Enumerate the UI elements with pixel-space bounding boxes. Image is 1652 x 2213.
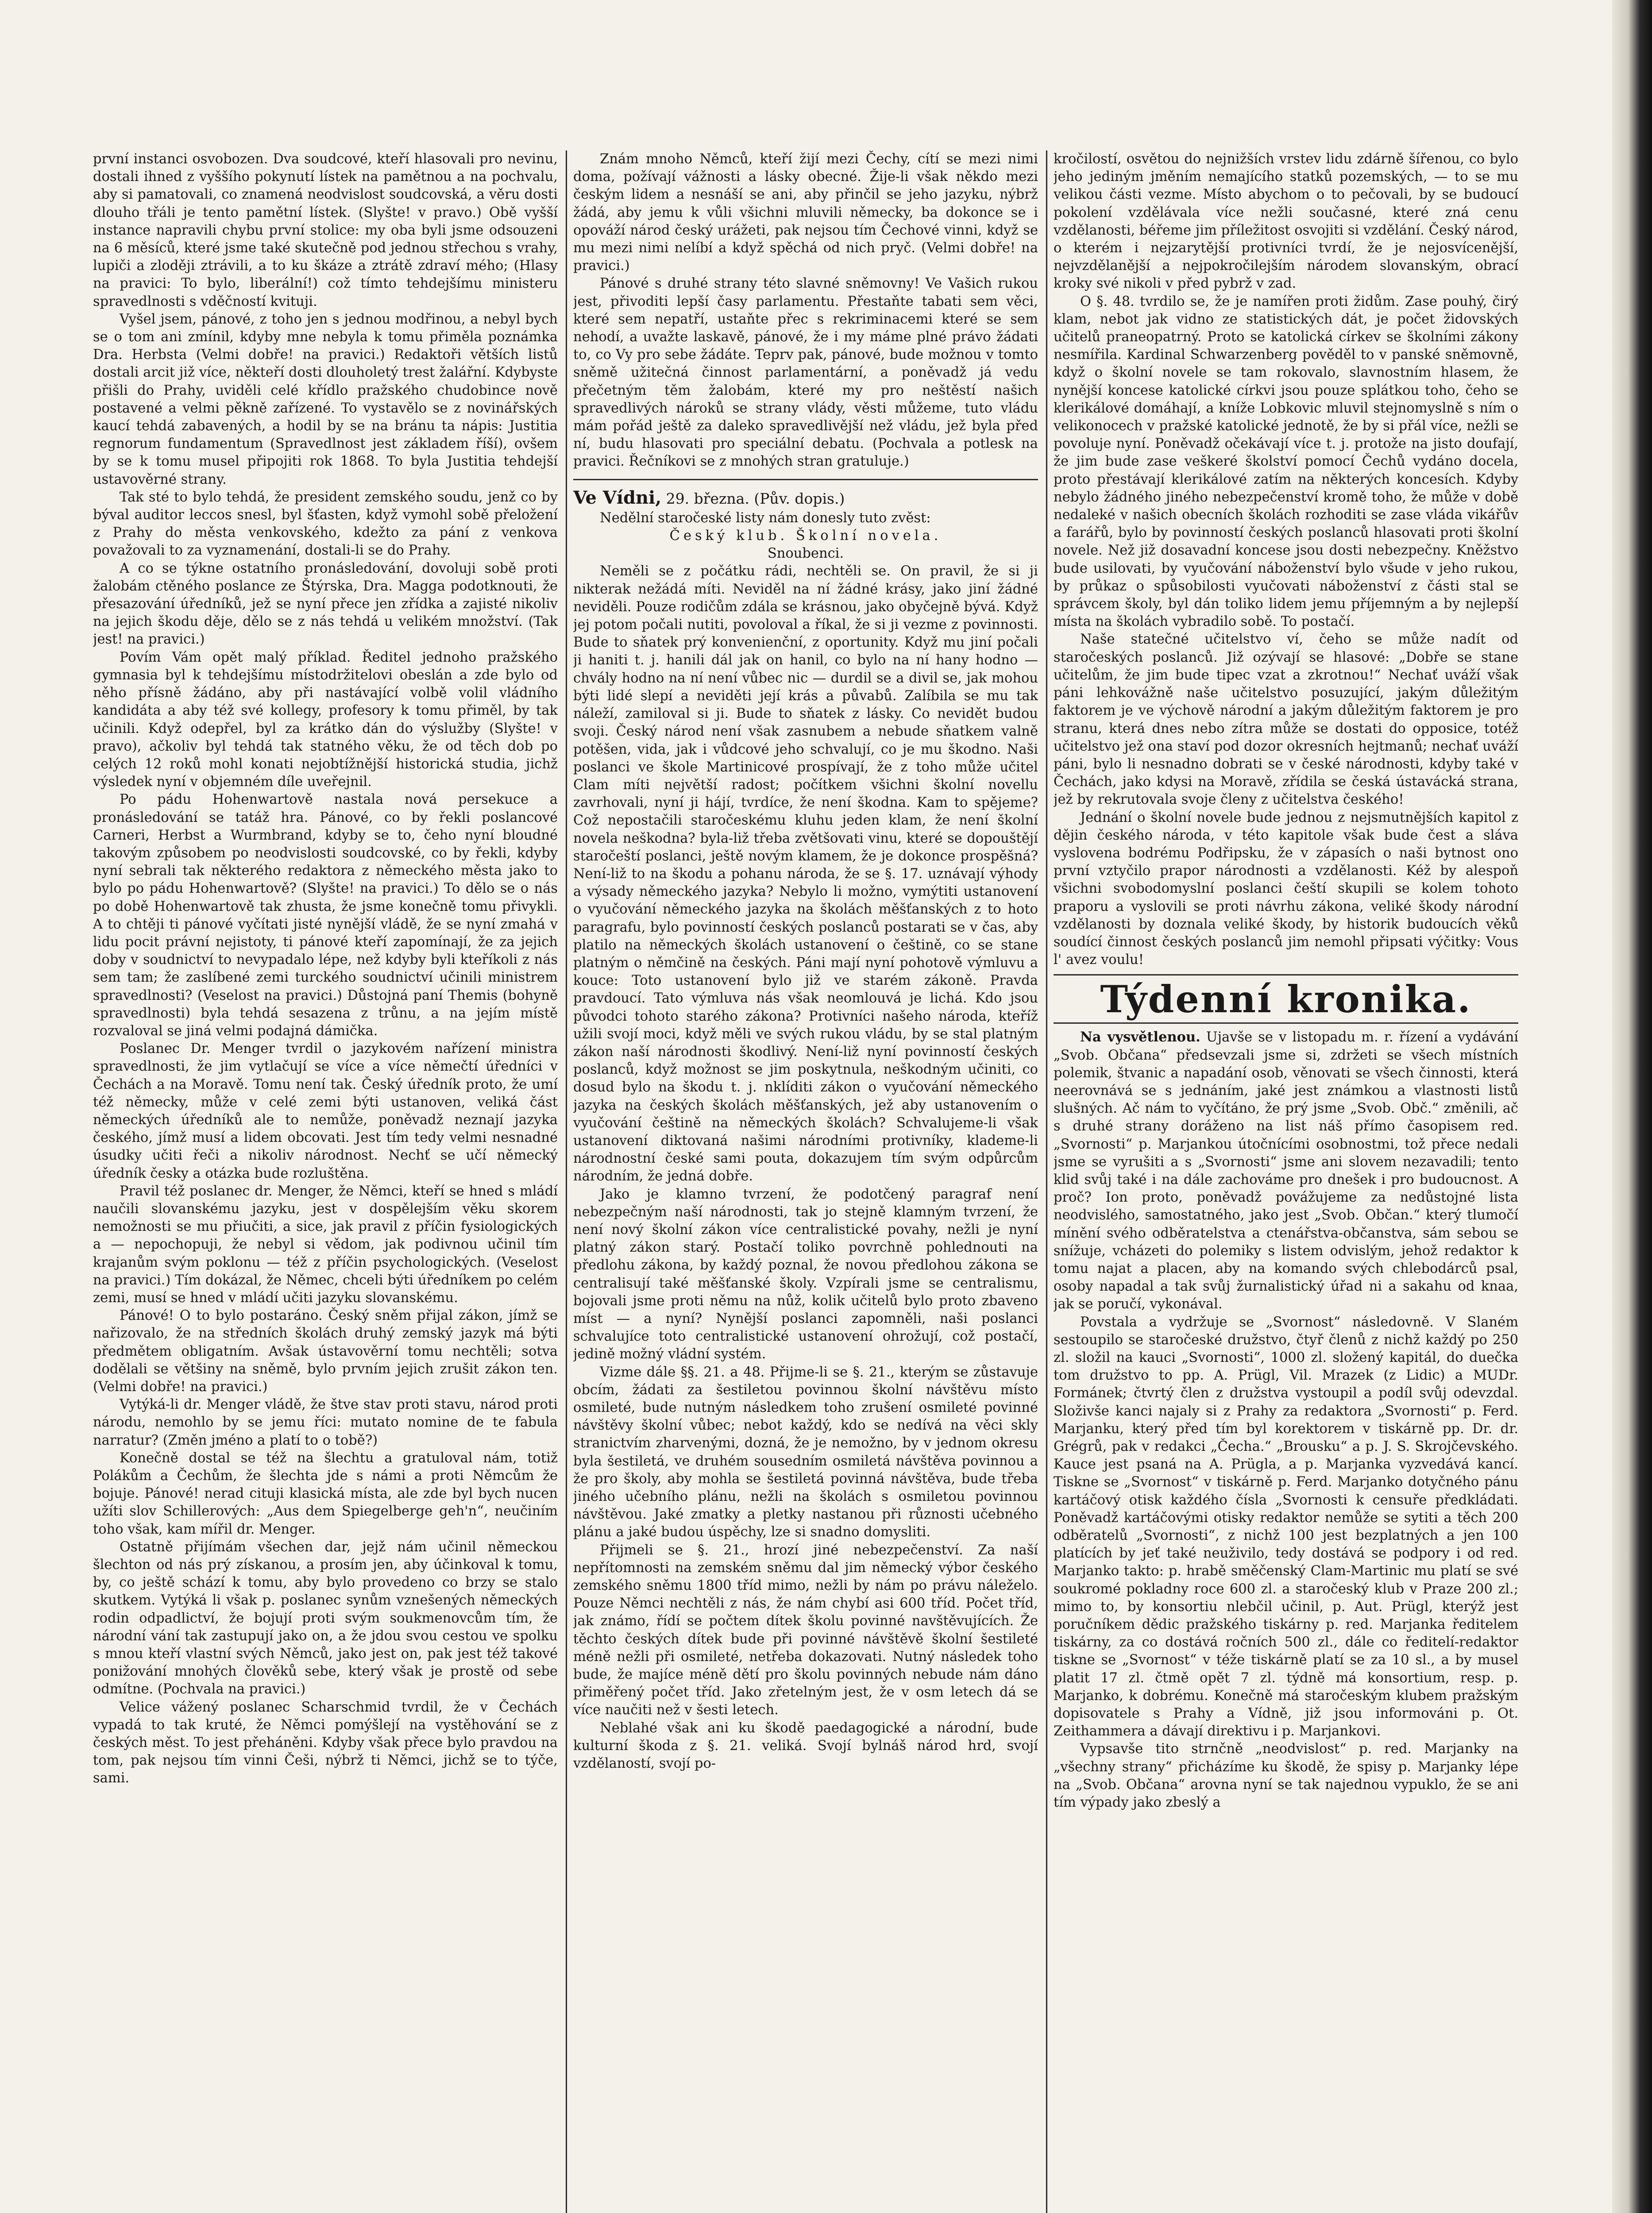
paragraph: Přijmeli se §. 21., hrozí jiné nebezpečenství. Za naší nepřítomnosti na zemském sněmu dal jim německý výbor českého zemského sněmu 1800 tříd mimo, nežli by nám po právu náleželo. Pouze Němci nechtěli z nás, že nám chybí asi 600 tříd. Počet tříd, jak známo, řídí se počtem dítek školu povinné navštěvujících. Že těchto českých dítek bude při povinné návštěvě školní šestileté méně nežli při osmileté, netřeba dokazovati. Nutný následek toho bude, že majíce méně dětí pro školu povinných nebude nám dáno přiměřený počet tříd. Jako zřetelným jest, že v osm letech dá se více naučiti než v šesti letech. xyxy=(573,1542,1038,1718)
dateline-place: Ve Vídni, xyxy=(573,487,662,508)
paragraph: Pravil též poslanec dr. Menger, že Němci, kteří se hned s mládí naučili slovanskému jazyku, jest v dospělejším věku skorem nemožnosti se mu přiučiti, a sice, jak pravil z příčin fysiologických a — nepochopuji, že nebyl si vědom, jak podivnou učinil tím krajanům svým poklonu — též z příčin psychologických. (Veselost na pravici.) Tím dokázal, že Němec, chceli býti úředníkem po celém zemi, musí se hned v mládí učiti jazyku slovanskému. xyxy=(93,1183,558,1306)
paragraph: Pánové s druhé strany této slavné sněmovny! Ve Vašich rukou jest, přivoditi lepší časy parlamentu. Přestaňte tabati sem věci, které sem nepatří, ustaňte přec s rekriminacemi které se sem nehodí, a uvažte laskavě, pánové, že i my máme plné právo žádati to, co Vy pro sebe žádáte. Teprv pak, pánové, bude možnou v tomto sněmě užitečná činnost parlamentární, a poněvadž já vedu přečetným těm žalobám, které my pro neštěstí našich spravedlivých nároků se strany vlády, věsti můžeme, tuto vládu mám pořád ještě za daleko spravedlivější než vládu, jež byla před ní, budu hlasovati pro speciální debatu. (Pochvala a potlesk na pravici. Řečníkovi se z mnohých stran gratuluje.) xyxy=(573,276,1038,470)
paragraph: Jako je klamno tvrzení, že podotčený paragraf není nebezpečným naší národnosti, tak jo stejně klamným tvrzení, že není nový školní zákon více centralistické povahy, nežli je nyní platný zákon starý. Postačí toliko povrchně pohlednouti na předlohu zákona, by každý poznal, že novou předlohou zákona se centralisují také měšťanské školy. Vzpírali jsme se centralismu, bojovali jsme proti němu na nůž, kolik učitelů bylo proto zbaveno míst — a nyní? Nynější poslanci zapomněli, naši poslanci schvalujíce toto centralistické ustanovení ohrožují, což postačí, jedině možný vládní systém. xyxy=(573,1186,1038,1362)
paragraph: Po pádu Hohenwartově nastala nová persekuce a pronásledování se tatáž hra. Pánové, co by řekli poslancové Carneri, Herbst a Wurmbrand, kdyby se to, čeho nyní bloudné takovým způsobem po neodvislosti soudcovské, co by řekli, kdyby nyní sebrali tak některého redaktora z německého města jako to bylo po pádu Hohenwartově? (Slyšte! na pravici.) To dělo se o nás po době Hohenwartově tak zhusta, že jsme konečně tomu přivykli. A to chtěji ti pánové vyčítati jisté nynější vládě, že se nyní zmahá v lidu pocit právní nejistoty, ti pánové kteří zapomínají, že za jejich doby v soudnictví to nevypadalo lépe, než kdyby byli kteříkoli z nás sem tam; že zaslíbené zemi turckého soudnictví učinili ministrem spravedlnosti? (Veselost na pravici.) Důstojná paní Themis (bohyně spravedlnosti) byla tehdá sesazena z trůnu, a na jejím místě rozvaloval se jiná velmi podajná dámička. xyxy=(93,792,558,1039)
scan-edge-shadow xyxy=(1612,0,1652,2213)
dateline xyxy=(573,489,1038,508)
article-heading: Snoubenci. xyxy=(767,546,844,562)
paragraph-body: Ujavše se v listopadu m. r. řízení a vydávání „Svob. Občana“ předsevzali jsme si, zdržeti se všech místních polemik, štvanic a napadání osob, věnovati se všech činnosti, která neerovnává se s jednáním, jaké jest známkou a vlastnosti listů slušných. Ač nám to vyčítáno, že prý jsme „Svob. Obč.“ změnili, ač s druhé strany doráženo na list náš přímo časopisem red. „Svornosti“ p. Marjankou útočnícími osobnostmi, tož přece nedali jsme se vyrušiti a s „Svornosti“ jsme ani slovem nezavadili; tento klid svůj také i na dále zachováme pro dnešek i pro budoucnost. A proč? Ion proto, poněvadž povážujeme za nedůstojné lista neodvislého, samostatného, jako jest „Svob. Občan.“ který tlumočí mínění svého odběratelstva a ctenářstva-občanstva, sám sebou se snížuje, vcházeti do polemiky s listem odvislým, jehož redaktor k tomu najat a placen, aby na komando svých chlebodárců psal, osoby napadal a tak svůj žurnalistický úřad ni a sakahu od knaa, jak se poručí, vykonával. xyxy=(1054,1029,1518,1312)
paragraph: Vytýká-li dr. Menger vládě, že štve stav proti stavu, národ proti národu, nemohlo by se jemu říci: mutato nomine de te fabula narratur? (Změn jméno a platí to o tobě?) xyxy=(93,1397,558,1448)
column-1 xyxy=(93,150,558,2213)
dateline-date: 29. března. (Pův. dopis.) xyxy=(666,490,845,507)
paragraph: Poslanec Dr. Menger tvrdil o jazykovém nařízení ministra spravedlnosti, že jim vytlačují se více a více němečtí úředníci v Čechách a na Moravě. Tomu není tak. Český úředník proto, že umí též německy, může v celé zemi býti ustanoven, veliká část německých úředníků ale to nemůže, poněvadž neznají jazyka českého, jímž musí a lidem obcovati. Jest tím tedy velmi nesnadné úsudky učiti řeči a nikoliv národnost. Nechť se učí německý úředník česky a otázka bude rozluštěna. xyxy=(93,1041,558,1181)
column-divider xyxy=(566,150,567,2213)
paragraph: Vyšel jsem, pánové, z toho jen s jednou modřinou, a nebyl bych se o tom ani zmínil, kdyby mne nebyla k tomu přiměla poznámka Dra. Herbsta (Velmi dobře! na pravici.) Redaktoři větších listů dostali arcit již více, někteří dosti dlouholetý trest žalářní. Kdybyste přišli do Prahy, uviděli celé křídlo pražského chudobince nově postavené a velmi pěkně zařízené. To vystavělo se z novinářských kaucí tehdá zabavených, a hodil by se na bránu ta nápis: Justitia regnorum fundamentum (Spravedlnost jest základem říší), ovšem by se k tomu musel připojiti rok 1868. To byla Justitia tehdejší ustavověrné strany. xyxy=(93,311,558,487)
paragraph: Nedělní staročeské listy nám donesly tuto zvěst: xyxy=(600,510,931,526)
column-3 xyxy=(1054,150,1518,2213)
section-divider xyxy=(573,479,1038,480)
column-divider xyxy=(1046,150,1047,2213)
paragraph: Velice vážený poslanec Scharschmid tvrdil, že v Čechách vypadá to tak kruté, že Němci pomýšlejí na vystěhování se z českých měst. To jest přeháněni. Kdyby však přece bylo pravdou na tom, pak nejsou tím vinni Češi, nýbrž ti Němci, jichž se to týče, sami. xyxy=(93,1699,558,1786)
paragraph: Povstala a vydržuje se „Svornost“ následovně. V Slaném sestoupilo se staročeské družstvo, čtyř členů z nichž každý po 250 zl. složil na kauci „Svornosti“, 1000 zl. složený kapitál, do duečka tom družstvo to pp. A. Prügl, Vil. Mrazek (z Lidic) a MUDr. Formánek; čtvrtý člen z družstva vystoupil a podíl svůj odevzdal. Složivše kanci najaly si z Prahy za redaktora „Svornosti“ p. Ferd. Marjanku, který před tím byl korektorem v tiskárně pp. Dr. dr. Grégrů, pak v redakci „Čecha.“ „Brousku“ a p. J. S. Skrojčevského. Kauce jest psaná na A. Prügla, a p. Marjanka vyzvedává kancí. Tiskne se „Svornost“ v tiskárně p. Ferd. Marjanko dotyčného pánu kartáčový otisk každého čísla „Svornosti k censuře předkládati. Poněvadž kartáčovými otisky redaktor nemůže se sytiti a těch 200 odběratelů „Svornosti“, z nichž 100 jest bezplatných a jen 100 platících by jeť také neuživilo, tedy dostává se podpory i od red. Marjanko takto: p. hrabě směčenský Clam-Martinic mu platí se své soukromé pokladny roce 600 zl. a staročeský klub v Praze 200 zl.; mimo to, by konsortiu nlebčil učinil, p. Aut. Prügl, kterýž jest poručníkem dědic pražského tiskárny p. red. Marjanka ředitelem tiskárny, za co dostává ročních 500 zl., dále co ředitelí-redaktor tiskne se „Svornost“ v téže tiskárně platí se za 10 sl., a by musel platit 17 zl. čtmě opět 7 zl. týdně má konsortium, resp. p. Marjanko, k dobrému. Konečně má staročeským klubem pražským dopisovatele s Prahy a Vídně, již jsou informováni p. Ot. Zeithammera a dávají direktivu i p. Marjankovi. xyxy=(1054,1314,1518,1739)
column-2 xyxy=(573,150,1038,2213)
paragraph-lead: Na vysvětlenou. xyxy=(1080,1029,1200,1045)
paragraph: Vypsavše tito strnčně „neodvislost“ p. red. Marjanky na „všechny strany“ přicházíme ku škodě, že spisy p. Marjanky lépe na „Svob. Občana“ arovna nyní se tak najednou vypuklo, že se ani tím výpady jako zbeslý a xyxy=(1054,1741,1518,1811)
paragraph: Konečně dostal se též na šlechtu a gratuloval nám, totiž Polákům a Čechům, že šlechta jde s námi a proti Němcům že bojuje. Pánové! nerad cituji klasická místa, ale zde byl bych nucen užíti slov Schillerových: „Aus dem Spiegelberge geh'n“, neučiním toho však, kam mířil dr. Menger. xyxy=(93,1450,558,1537)
paragraph: Vizme dále §§. 21. a 48. Přijme-li se §. 21., kterým se zůstavuje obcím, žádati za šestiletou povinnou školní návštěvu místo osmileté, bude nutným následkem toho zrušení osmileté povinné návštěvy školní vůbec; nebot každý, kdo se nedívá na věci skly stranictvím zharvenými, dozná, že je nemožno, by v jednom okresu byla šestiletá, ve druhém sousedním osmiletá návštěva povinnou a že pro školy, aby mohla se šestiletá povinná návštěva, bude třeba jiného učebního plánu, nežli na školách s osmiletou povinnou návštěvou. Jaké zmatky a pletky nastanou při různosti učebného plánu a jaké budou úspěchy, lze si snadno domysliti. xyxy=(573,1364,1038,1540)
section-header-box xyxy=(1054,974,1518,1024)
paragraph: Jednání o školní novele bude jednou z nejsmutnějších kapitol z dějin českého národa, v této kapitole však bude čest a sláva vyslovena bodrému Podřipsku, že v zápasích o naši bytnost ono první vztyčilo prapor národnosti a vzdělanosti. Kéž by alespoň všichni svobodomyslní poslanci čeští skupili se kolem tohoto praporu a vyslovili se proti návrhu zákona, veliké škody národní vzdělanosti by doznala veliké škody, by historik budoucích věků soudící činnost českých poslanců jim nemohl připsati výčitky: Vous l' avez voulu! xyxy=(1054,810,1518,968)
paragraph: Neměli se z počátku rádi, nechtěli se. On pravil, že si ji nikterak nežádá míti. Neviděl na ní žádné krásy, jako jiní žádné neviděli. Pouze rodičům zdála se krásnou, jako obyčejně bývá. Když jej potom počali nutiti, povoloval a říkal, že si ji vezme z povinnosti. Bude to sňatek prý konvenienční, z oportunity. Když mu jiní počali ji haniti t. j. hanili dál jak on hanil, co bylo na ní hany hodno — chvály hodno na ní není vůbec nic — durdil se a divil se, jak mohou býti lidé slepí a neviděti její krás a půvabů. Zalíbila se mu tak náleží, zamiloval si ji. Bude to sňatek z lásky. Co nevidět budou svoji. Český národ není však zasnubem a nebude sňatkem valně potěšen, vida, jak i vůdcové jeho schvalují, co je mu škodno. Naši poslanci ve škole Martinicové prospívají, že z toho může učitel Clam míti největší radost; počítkem všichni školní novellu zavrhovali, nyní ji hájí, tvrdíce, že není škodna. Kam to spějeme? Což nepostačili staročeskému kluhu jeden klam, že není školní novela neškodna? byla-liž třeba zvětšovati vinu, které se dopouštějí staročeští poslanci, ještě novým klamem, že je dokonce prospěšná? Není-liž to na škodu a pohanu národa, že se §. 17. uznávají výhody a výsady německého jazyka? Nebylo li možno, vymýtiti ustanovení o vyučování německého jazyka na školách měšťanských z to hoto paragrafu, bylo povinností českých poslanců postarati se v čas, aby platilo na německých školách ustanovení o češtině, co se stane platným o němčině na českých. Páni mají nyní pohotově výmluvu a kouce: Toto ustanovení bylo již ve starém zákoně. Pravda pravdoucí. Tato výmluva nás však neomlouvá je lichá. Kdo jsou původci tohoto starého zákona? Protivníci našeho národa, kteříž užili svojí moci, když měli ve svých rukou vládu, by se stal platným zákon naší národnosti škodlivý. Není-liž nyní povinností českých poslanců, když možnost se jim poskytnula, neškodným učiniti, co dosud bylo na škodu t. j. nklíditi zákon o vyučování německého jazyka na českých školách měšťanských, jež aby ustanovením o vyučování češtině na německých školách? Schvalujeme-li však ustanovení diktovaná našimi národními protivníky, klademe-li národnostní české sami pouta, dokazujem tím svým odpůrcům národním, že jedná dobře. xyxy=(573,563,1038,1184)
article-subtitle: Český klub. Školní novela. xyxy=(669,528,942,544)
paragraph: Naše statečné učitelstvo ví, čeho se může nadít od staročeských poslanců. Již ozývají se hlasové: „Dobře se stane učitelům, že jim bude tipec vzat a zkrotnou!“ Nechať uváží však páni lehkovážně naše učitelstvo posuzující, jakým důležitým faktorem je ve výchově národní a jakým důležitým faktorem je pro stranu, která dnes nebo zítra může se dostati do opposice, totéž učitelstvo jež ona staví pod dozor okresních hejtmanů; nechať uváží páni, bylo li nesnadno dobrati se v české národnosti, kdyby také v Čechách, jako kdysi na Moravě, zřídila se česká ústavácká strana, jež by rekrutovala svoje členy z učitelstva českého! xyxy=(1054,632,1518,808)
paragraph: první instanci osvobozen. Dva soudcové, kteří hlasovali pro nevinu, dostali ihned z vyššího pokynutí lístek na pamětnou a na pochvalu, aby si pamatovali, co znamená neodvislost soudcovská, a věru dosti dlouho třáli je tento pamětní lístek. (Slyšte! v pravo.) Obě vyšší instance napravili chybu první stolice: my oba byli jsme odsouzeni na 6 měsíců, které jsme také skutečně pod jednou střechou s vrahy, lupiči a zloději ztrávili, a to ku škáze a ztrátě zdraví mého; (Hlasy na pravici: To bylo, liberální!) což tímto tehdejšímu ministeru spravedlnosti s vděčností kvituji. xyxy=(93,151,558,309)
paragraph: Ostatně přijímám všechen dar, jejž nám učinil německou šlechton od nás prý získanou, a prosím jen, aby účinkoval k tomu, by, co ještě schází k tomu, aby bylo provedeno co brzy se stalo skutkem. Vytýká li však p. poslanec synům vznešených německých rodin odpadlictví, že bojují proti svým soukmenovcům tím, že národní vání tak zastupují jako on, a že jdou svou cestou ve spolku s mnou kteří vlastní svých Němců, jako jest on, pak jest též takové ponižování mnohých člověků sebe, který však je prostě od sebe odmítne. (Pochvala na pravici.) xyxy=(93,1539,558,1697)
paragraph: Tak sté to bylo tehdá, že president zemského soudu, jenž co by býval auditor leccos snesl, byl šťasten, když vymohl sobě přeložení z Prahy do města venkovského, kdežto za pání z venkova považovali to za vyznamenání, dostali-li se do Prahy. xyxy=(93,489,558,559)
paragraph: Pánové! O to bylo postaráno. Český sněm přijal zákon, jímž se nařizovalo, že na středních školách druhý zemský jazyk má býti předmětem obligatním. Avšak ústavověrní tomu nechtěli; sotva dodělali se většiny na sněmě, bylo prvním jejich zrušit zákon ten. (Velmi dobře! na pravici.) xyxy=(93,1308,558,1395)
paragraph: O §. 48. tvrdilo se, že je namířen proti židům. Zase pouhý, čirý klam, nebot jak vidno ze statistických dát, je počet židovských učitelů praneopatrný. Proto se katolická církev se školními zákony nesmířila. Kardinal Schwarzenberg pověděl to v panské sněmovně, když o školní novele se tam rokovalo, slavnostním hlasem, že nynější koncese katolické církvi jsou pouze splátkou toho, čeho se klerikálové domáhají, a kníže Lobkovic mluvil stejnomyslně s ním o velikonocech v pražské katolické jednotě, že by si přál více, nežli se povoluje nyní. Poněvadž očekávají více t. j. protože na jisto doufají, že jim bude zase veškeré školství pomocí Čechů vydáno docela, proto přestávají klerikálové zatím na některých koncesích. Kdyby nebylo žádného jiného nebezpečenství kromě toho, že může v době nedaleké v našich obecních školách rozhoditi se zase vláda vikářův a farářů, bylo by povinností českých poslanců hlasovati proti školní novele. Než již dosavadní koncese jsou dosti nebezpečny. Kněžstvo bude usilovati, by vyučování náboženství bylo všude v jeho rukou, by průkaz o spůsobilosti vyučovati náboženství z části stal se správcem školy, byl dán toliko lidem jemu příjemným a by nejlepší místa na školách vybradilo sobě. To postačí. xyxy=(1054,293,1518,630)
paragraph: A co se týkne ostatního pronásledování, dovoluji sobě proti žalobám ctěného poslance ze Štýrska, Dra. Magga podotknouti, že přesazování úředníků, jež se nyní přece jen zřídka a zajisté nikoliv na jejich škodu děje, dělo se z nás tehdá u velikém množství. (Tak jest! na pravici.) xyxy=(93,560,558,648)
paragraph xyxy=(1054,1028,1518,1313)
paragraph: Neblahé však ani ku škodě paedagogické a národní, bude kulturní škoda z §. 21. veliká. Svojí bylnáš národ hrd, svojí vzdělaností, svojí po- xyxy=(573,1720,1038,1772)
paragraph: Povím Vám opět malý příklad. Ředitel jednoho pražského gymnasia byl k tehdejšímu místodržitelovi obeslán a zde bylo od něho přísně žádáno, aby při nastávající volbě volil vládního kandidáta a aby též své kollegy, profesory k tomu přiměl, by tak učinili. Když odepřel, byl za krátko dán do výslužby (Slyšte! v pravo), ačkoliv byl tehdá tak statného věku, že od těch dob po celých 12 roků mohl konati nejobtížnější historická studia, jichž výsledek nyní v objemném díle uveřejnil. xyxy=(93,649,558,790)
section-title: Týdenní kronika. xyxy=(1100,977,1472,1022)
paragraph: kročilostí, osvětou do nejnižších vrstev lidu zdárně šířenou, co bylo jeho jediným jměním nemajícího statků pozemských, — to se mu velikou části vezme. Místo abychom o to pečovali, by se budoucí pokolení vzdělávala více nežli současné, které zná cenu vzdělanosti, béřeme jim příležitost osvojiti si vzdělání. Český národ, o kterém i nejzarytější protivníci tvrdí, že je nejosvícenější, nejvzdělanější a nejpokročilejším národem slovanským, obrací kroky své nikoli v před pybrž v zad. xyxy=(1054,151,1518,292)
paragraph: Znám mnoho Němců, kteří žijí mezi Čechy, cítí se mezi nimi doma, požívají vážnosti a lásky obecné. Žije-li však někdo mezi českým lidem a nesnáší se ani, aby přinčil se jeho jazyku, nýbrž žádá, aby jemu k vůli všichni mluvili německy, ba dokonce se i opováží národ český urážeti, pak nejsou tím Čechové vinni, když se mu mezi nimi nelíbí a když spěchá od nich pryč. (Velmi dobře! na pravici.) xyxy=(573,151,1038,274)
